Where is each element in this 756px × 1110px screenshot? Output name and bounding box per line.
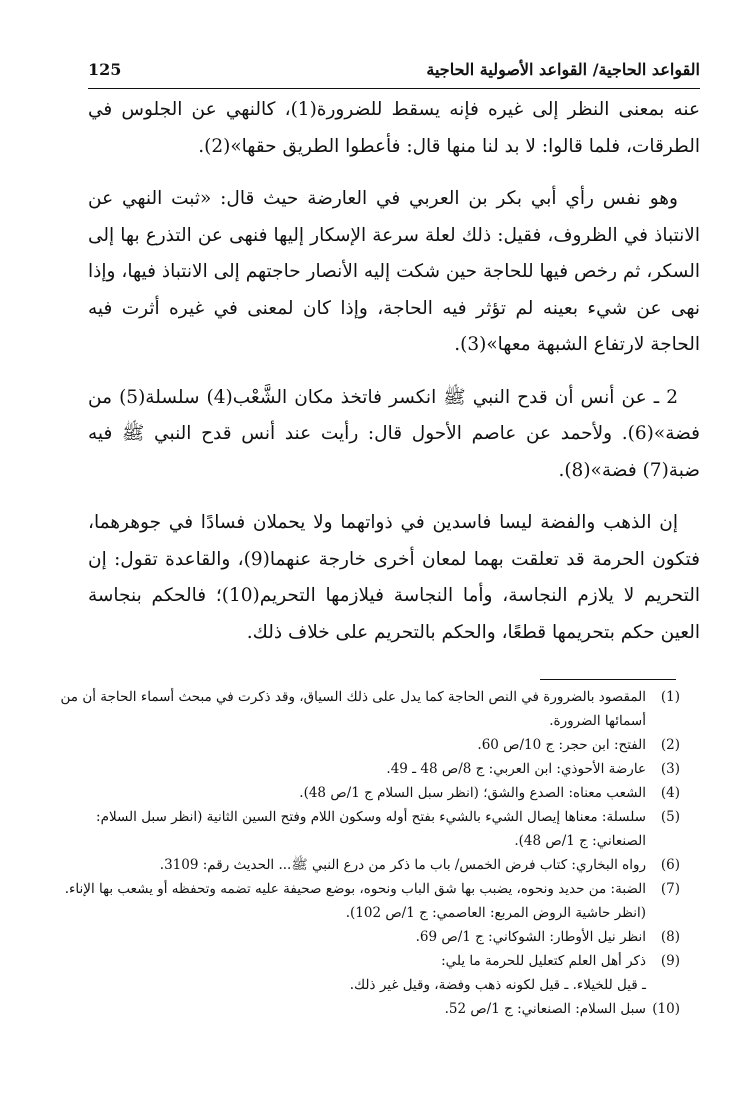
footnote xyxy=(60,877,680,925)
footnote-text: سبل السلام: الصنعاني: ج 1/ص 52. xyxy=(444,1001,646,1017)
header-title: القواعد الحاجية/ القواعد الأصولية الحاجية xyxy=(426,60,700,79)
footnote-number: (6) xyxy=(660,857,680,873)
footnote-number: (7) xyxy=(660,881,680,897)
footnote xyxy=(60,853,680,877)
paragraph: 2 ـ عن أنس أن قدح النبي ﷺ انكسر فاتخذ مكان الشَّعْب(4) سلسلة(5) من فضة»(6). ولأحمد عن عاصم الأحول قال: رأيت عند أنس قدح النبي ﷺ فيه ضبة(7) فضة»(8). xyxy=(88,386,700,481)
footnote-text: عارضة الأحوذي: ابن العربي: ج 8/ص 48 ـ 49. xyxy=(386,761,646,777)
header-rule xyxy=(88,88,700,89)
footnote-text: انظر نيل الأوطار: الشوكاني: ج 1/ص 69. xyxy=(415,929,646,945)
footnote-continuation: ـ قيل للخيلاء. ـ قيل لكونه ذهب وفضة، وقيل غير ذلك. xyxy=(349,977,646,993)
page-number: 125 xyxy=(88,60,122,79)
footnote-text: الفتح: ابن حجر: ج 10/ص 60. xyxy=(477,737,646,753)
footnote-number: (2) xyxy=(660,737,680,753)
footnote-number: (10) xyxy=(652,1001,680,1017)
footnote-number: (1) xyxy=(660,689,680,705)
footnote xyxy=(60,949,680,997)
footnote xyxy=(60,805,680,853)
footnote-text: الشعب معناه: الصدع والشق؛ (انظر سبل السلام ج 1/ص 48). xyxy=(299,785,646,801)
footnote xyxy=(60,733,680,757)
footnote-number: (9) xyxy=(660,953,680,969)
paragraph: عنه بمعنى النظر إلى غيره فإنه يسقط للضرورة(1)، كالنهي عن الجلوس في الطرقات، فلما قالوا: لا بد لنا منها قال: فأعطوا الطريق حقها»(2). xyxy=(88,99,700,157)
footnotes xyxy=(60,685,680,1021)
footnote-text: رواه البخاري: كتاب فرض الخمس/ باب ما ذكر من درع النبي ﷺ... الحديث رقم: 3109. xyxy=(159,857,646,873)
paragraph: وهو نفس رأي أبي بكر بن العربي في العارضة حيث قال: «ثبت النهي عن الانتباذ في الظروف، فقيل: ذلك لعلة سرعة الإسكار إليها فنهى عن التذرع بها إلى السكر، ثم رخص فيها للحاجة حين شكت إليه الأنصار حاجتهم إلى الانتباذ فيها، وإذا نهى عن شيء بعينه لم تؤثر فيه الحاجة، وإذا كان لمعنى في غيره أثرت فيه الحاجة لارتفاع الشبهة معها»(3). xyxy=(88,188,700,355)
footnote-text: الضبة: من حديد ونحوه، يضبب بها شق الباب ونحوه، بوضع صحيفة عليه تضمه وتحفظه أو يشعب بها الإناء. (انظر حاشية الروض المربع: العاصمي: ج 1/ص 102). xyxy=(64,881,646,921)
footnote-text: المقصود بالضرورة في النص الحاجة كما يدل على ذلك السياق، وقد ذكرت في مبحث أسماء الحاجة أن من أسمائها الضرورة. xyxy=(60,689,646,729)
footnote-number: (3) xyxy=(660,761,680,777)
footnote xyxy=(60,781,680,805)
footnote xyxy=(60,997,680,1021)
footnote-number: (5) xyxy=(660,809,680,825)
footnote-text: ذكر أهل العلم كتعليل للحرمة ما يلي: xyxy=(441,953,646,969)
footnote-number: (4) xyxy=(660,785,680,801)
footnote xyxy=(60,757,680,781)
footnote-text: سلسلة: معناها إيصال الشيء بالشيء بفتح أوله وسكون اللام وفتح السين الثانية (انظر سبل السلام: الصنعاني: ج 1/ص 48). xyxy=(96,809,646,849)
footnote-number: (8) xyxy=(660,929,680,945)
running-header xyxy=(88,58,700,88)
main-text xyxy=(88,92,700,667)
footnote xyxy=(60,685,680,733)
footnote-separator xyxy=(540,679,676,680)
paragraph: إن الذهب والفضة ليسا فاسدين في ذواتهما ولا يحملان فسادًا في جوهرهما، فتكون الحرمة قد تعلقت بهما لمعان أخرى خارجة عنهما(9)، والقاعدة تقول: إن التحريم لا يلازم النجاسة، وأما النجاسة فيلازمها التحريم(10)؛ فالحكم بنجاسة العين حكم بتحريمها قطعًا، والحكم بالتحريم على خلاف ذلك. xyxy=(88,512,701,643)
footnote xyxy=(60,925,680,949)
